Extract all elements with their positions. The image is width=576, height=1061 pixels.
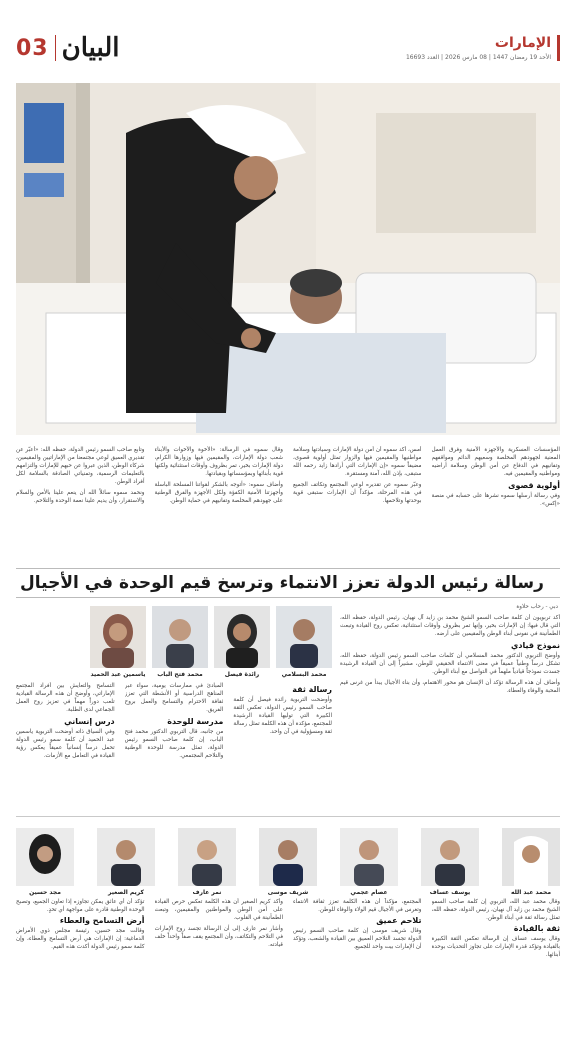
portrait-card <box>97 828 155 896</box>
portrait-card <box>16 828 74 896</box>
portrait-photo <box>90 606 146 668</box>
mid-article-col-3 <box>16 682 115 806</box>
bottom-article-col-3 <box>155 898 284 1048</box>
portrait-card <box>259 828 317 896</box>
lead-article-col-4 <box>16 446 145 566</box>
article-paragraph: وقال شريف موسى إن كلمة صاحب السمو رئيس الدولة تجسد التلاحم العميق بين القيادة والشعب، وتؤكد أن الإمارات بيت واحد للجميع. <box>293 928 422 950</box>
lead-paragraph: ونحمد سموه سائلاً الله أن ينعم علينا بالأمن والسلام والاستقرار، وأن يديم علينا نعمة الوحدة والتلاحم. <box>16 490 145 504</box>
bottom-article-col-4 <box>16 898 145 1048</box>
subheading-humane-lesson: درس إنساني <box>64 717 115 726</box>
portrait-photo <box>152 606 208 668</box>
portrait-card <box>178 828 236 896</box>
page-number: 03 <box>16 35 49 61</box>
portrait-name: رائدة فيصل <box>224 671 260 678</box>
lead-paragraph: وفي رسالة أرسلها سموه نشرها على حسابه في منصة «إكس». <box>431 493 560 507</box>
masthead-right <box>406 35 560 61</box>
portrait-card <box>276 606 332 678</box>
subheading-top-priority: أولوية قصوى <box>508 481 560 490</box>
headline-bar <box>16 568 560 598</box>
article-paragraph: التسامح والتعايش بين أفراد المجتمع الإماراتي، وأوضح أن هذه الرسالة القيادية تلعب دوراً مهماً في تعزيز روح العمل الجماعي لدى الطلبة. <box>15 683 115 713</box>
bottom-article-col-1 <box>432 898 561 1048</box>
portrait-photo <box>178 828 236 886</box>
article-paragraph: وفي السياق ذاته أوضحت التربوية ياسمين عبد الحميد أن كلمة سمو رئيس الدولة تحمل درساً إنسانياً عميقاً يعكس رؤية القيادة في التعامل مع الأزمات. <box>15 729 115 759</box>
subheading-deep-cohesion: تلاحم عميق <box>376 916 422 925</box>
article-paragraph: وأشار نمر عارف إلى أن الرسالة تجسد روح الإمارات في التلاحم والتكاتف، وأن المجتمع يقف صفاً واحداً خلف قيادته. <box>154 926 283 948</box>
article-paragraph: وقالت مجد حسين، رئيسة مجلس ذوي الأمراض الدماغية: إن الإمارات هي أرض التسامح والعطاء، وإن كلمة سمو رئيس الدولة أكدت هذه القيم. <box>16 928 145 950</box>
article-paragraph: وقال يوسف عساف إن الرسالة تعكس الثقة الكبيرة بالقيادة وتؤكد قدرة الإمارات على تجاوز التحديات بوحدة أبنائها. <box>431 936 560 958</box>
portrait-photo <box>214 606 270 668</box>
portrait-photo <box>502 828 560 886</box>
subheading-leadership-model: نموذج قيادي <box>511 641 560 650</box>
portrait-name: نمر عارف <box>192 889 222 896</box>
hospital-visit-photo <box>16 83 560 435</box>
portrait-card <box>502 828 560 896</box>
lead-paragraph: وأضاف سموه: «أتوجه بالشكر لقواتنا المسلحة الباسلة وأجهزتنا الأمنية الكفؤة ولكل الأجهزة والفرق الوطنية على جهودهم المخلصة وتفانيهم في حماية الوطن. <box>154 482 283 504</box>
lead-article-col-2 <box>293 446 422 566</box>
portrait-card <box>214 606 270 678</box>
portrait-name: محمد البسلامي <box>281 671 327 678</box>
subheading-trust-in-leadership: ثقة بالقيادة <box>513 924 560 933</box>
lead-paragraph: وعبّر سموه عن تقديره لوعي المجتمع وتكاتف الجميع في هذه المرحلة، مؤكداً أن الإمارات ستبقى قوية بوحدتها وتلاحمها. <box>293 482 422 504</box>
lead-article-col-1 <box>432 446 561 566</box>
mid-article-col-1 <box>233 682 332 806</box>
section-name: الإمارات <box>494 35 551 51</box>
portrait-photo <box>421 828 479 886</box>
lead-article-col-3 <box>155 446 284 566</box>
newspaper-logo: البيان <box>61 33 120 63</box>
section-divider <box>16 816 560 817</box>
portraits-bottom-row <box>16 828 560 896</box>
portrait-name: محمد عبد الله <box>510 889 552 896</box>
portrait-photo <box>276 606 332 668</box>
portrait-name: محمد فتح الباب <box>157 671 203 678</box>
portrait-name: مجد حسين <box>29 889 61 896</box>
portrait-name: ياسمين عبد الحميد <box>90 671 146 678</box>
portrait-card <box>421 828 479 896</box>
portrait-photo <box>259 828 317 886</box>
article-paragraph: المبادئ في ممارسات يومية، سواء عبر المناهج الدراسية أو الأنشطة التي تعزز ثقافة الاحترام والتسامح والعمل بروح الفريق. <box>124 683 224 713</box>
article-paragraph: وأضاف أن هذه الرسالة تؤكد أن الإنسان هو محور الاهتمام، وأن بناء الأجيال يبدأ من غرس قيم المحبة والوفاء والعطاء. <box>340 680 560 694</box>
issue-date-line: الأحد 19 رمضان 1447 | 08 مارس 2026 | العدد 16693 <box>405 54 551 61</box>
subheading-school-of-unity: مدرسة للوحدة <box>167 717 224 726</box>
section-accent-bar <box>557 35 560 61</box>
article-paragraph: وأكد كريم الصغير أن هذه الكلمة تعكس حرص القيادة على أمن الوطن والمواطنين والمقيمين، وتبعث الطمأنينة في القلوب. <box>154 899 283 921</box>
portrait-name: شريف موسى <box>267 889 309 896</box>
lead-paragraph: أمس، أكد سموه أن أمن دولة الإمارات وسيادتها وسلامة مواطنيها والمقيمين فيها والزوار تمثل أولوية قصوى، مضيفاً سموه «إن الإمارات التي أرادها زايد رحمه الله ستبقى، بإذن الله، آمنة ومستقرة. <box>293 447 422 477</box>
masthead-left <box>16 33 119 63</box>
article-paragraph: وأوضحت التربوية رائدة فيصل أن كلمة صاحب السمو رئيس الدولة، تعكس الثقة الكبيرة التي توليها القيادة الرشيدة للمجتمع، مؤكدة أن هذه الكلمة تمثل رسالة ثقة ومسؤولية في آن واحد. <box>233 697 332 735</box>
bottom-article-columns <box>16 898 560 1048</box>
portrait-card <box>90 606 146 678</box>
portrait-name: يوسف عساف <box>429 889 471 896</box>
lead-article-columns <box>16 446 560 566</box>
lead-paragraph: وقال سموه في الرسالة: «الأخوة والأخوات والأبناء شعب دولة الإمارات، والمقيمين فيها وزوارها الكرام، دولة الإمارات بخير، تمر بظروف وأوقات استثنائية ولكنها قوية بأبنائها وبمؤسساتها وبقيادتها. <box>154 447 283 477</box>
article-paragraph: تؤكد أن أي عائق يمكن تجاوزه إذا تعاون الجميع، وتصبح الوحدة الوطنية قادرة على مواجهة أي تحدٍ. <box>16 899 145 913</box>
article-intro: أكد تربويون أن كلمة صاحب السمو الشيخ محمد بن زايد آل نهيان، رئيس الدولة، حفظه الله، التي قال فيها: إن الإمارات بخير، وإنها تمر بظروف وأوقات استثنائية، تعكس روح القيادة وتبعث الطمأنينة في نفوس أبناء الوطن والمقيمين على أرضه. <box>340 615 560 637</box>
portrait-name: عصام عجمي <box>350 889 388 896</box>
lead-paragraph: وتابع صاحب السمو رئيس الدولة، حفظه الله: «أعبّر عن تقديري العميق لوعي مجتمعنا من الإماراتيين والمقيمين، شركاء الوطن، الذين عبروا عن حبهم للإمارات والتزامهم بالتعليمات الرسمية، وتمنياتي الصادقة بالسلامة لكل أفراد الوطن. <box>16 447 145 485</box>
masthead <box>16 30 560 66</box>
portrait-card <box>340 828 398 896</box>
article-paragraph: من جانبه، قال التربوي الدكتور محمد فتح الباب، إن كلمة صاحب السمو رئيس الدولة، تمثل مدرسة للوحدة الوطنية والتلاحم المجتمعي. <box>124 729 224 759</box>
article-byline: دبي - رحاب حلاوة <box>516 604 558 610</box>
mid-article-col-2 <box>125 682 224 806</box>
article-paragraph: وأوضح التربوي الدكتور محمد المسلامي أن كلمات صاحب السمو رئيس الدولة، حفظه الله، تشكل درساً وطنياً عميقاً في معنى الانتماء الحقيقي للوطن، مشيراً إلى أن القيادة الرشيدة جسدت نموذجاً قيادياً ملهماً في التواصل مع أبناء الوطن. <box>340 653 560 675</box>
subheading-land-of-tolerance: أرض التسامح والعطاء <box>59 916 145 925</box>
portrait-photo <box>97 828 155 886</box>
portraits-top-row <box>90 606 332 678</box>
section-info <box>406 35 551 61</box>
hero-photo <box>16 83 560 435</box>
portrait-name: كريم الصغير <box>107 889 145 896</box>
portrait-photo <box>16 828 74 886</box>
article-paragraph: المجتمع، مؤكداً أن هذه الكلمة تعزز ثقافة الانتماء وتغرس في الأجيال قيم الولاء والوفاء للوطن. <box>293 899 422 913</box>
article-paragraph: وقال محمد عبد الله، التربوي إن كلمة صاحب السمو الشيخ محمد بن زايد آل نهيان، رئيس الدولة، حفظه الله، تمثل رسالة ثقة في أبناء الوطن. <box>431 899 560 921</box>
bottom-article-col-2 <box>293 898 422 1048</box>
page-divider <box>55 35 56 61</box>
lead-paragraph: المؤسسات العسكرية والأجهزة الأمنية وفرق العمل المعنية لجهودهم المخلصة وسعيهم الدائم ومواقفهم وتفانيهم في الدفاع عن أمن الوطن وسلامة أراضيه ومواطنيه والمقيمين فيه. <box>431 447 560 477</box>
portrait-photo <box>340 828 398 886</box>
article-headline: رسالة رئيس الدولة تعزز الانتماء وترسخ قيم الوحدة في الأجيال <box>20 573 544 593</box>
second-article-middle <box>16 606 332 806</box>
mid-article-columns <box>16 682 332 806</box>
subheading-message-of-trust: رسالة ثقة <box>292 685 332 694</box>
portrait-card <box>152 606 208 678</box>
second-article-right-column <box>340 614 560 804</box>
